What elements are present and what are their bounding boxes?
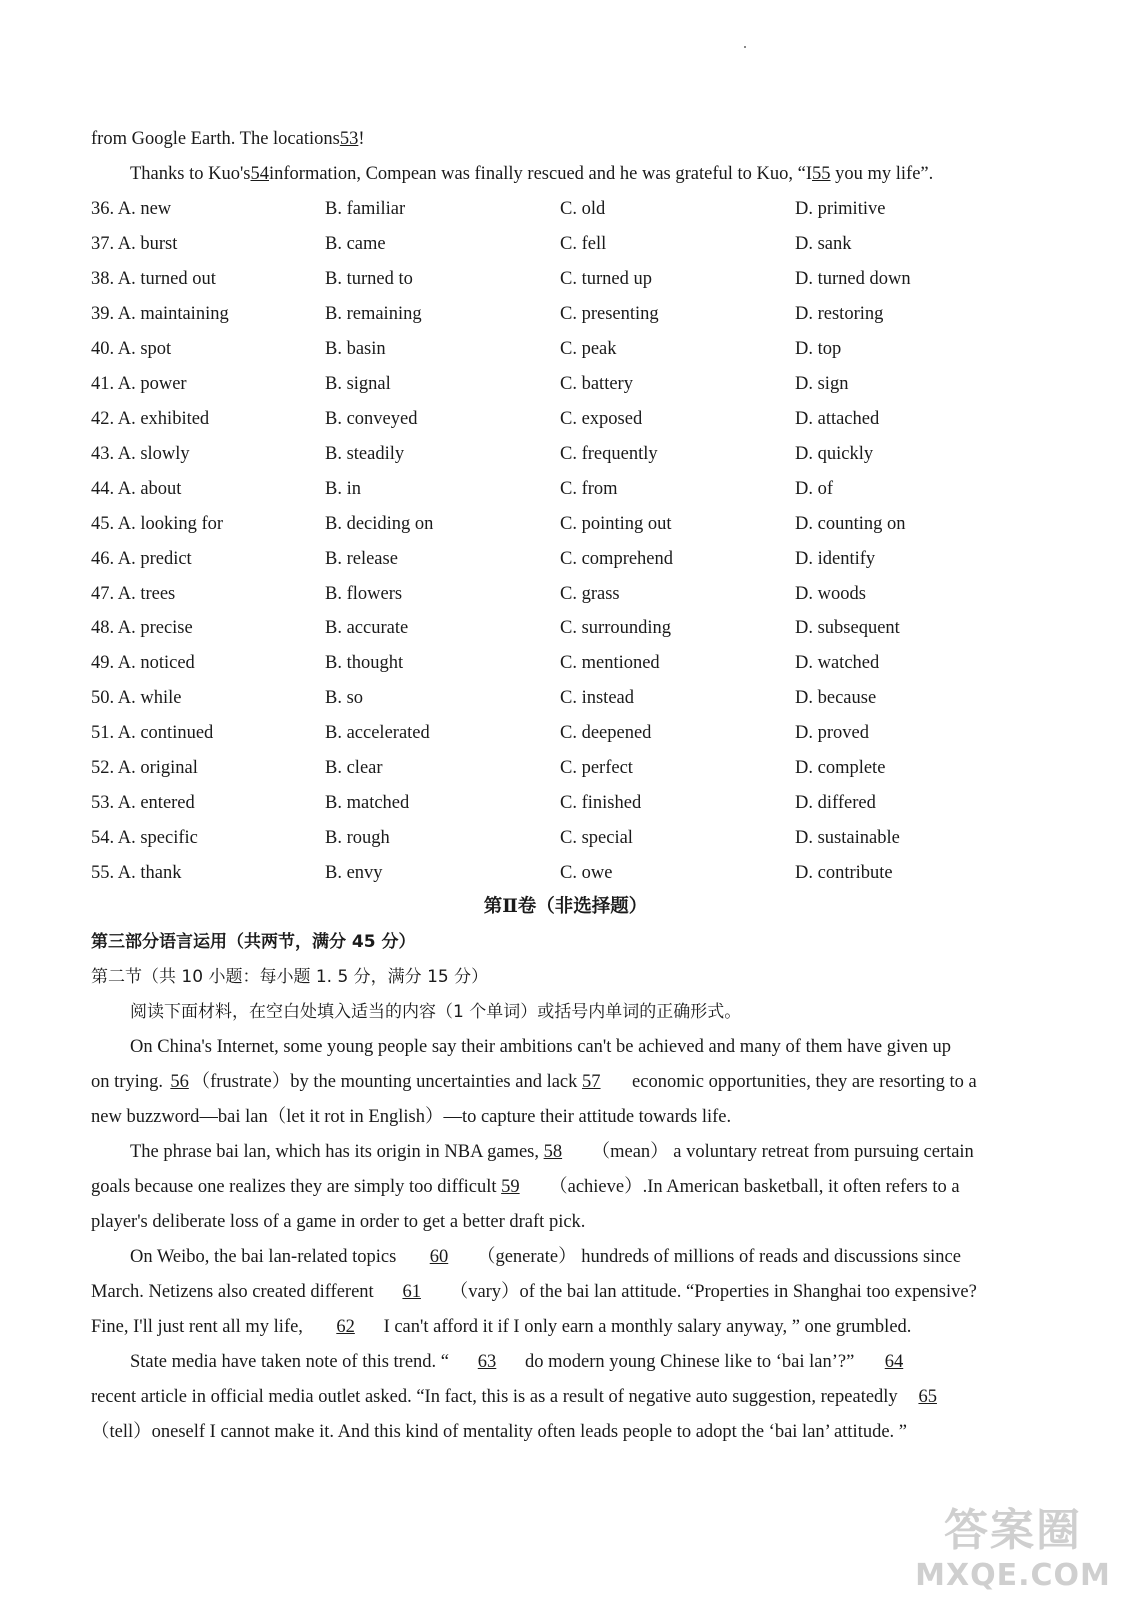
option-c: C. old bbox=[560, 199, 606, 219]
option-b: B. signal bbox=[325, 374, 391, 394]
blank-54: 54 bbox=[250, 164, 269, 184]
option-row-51 bbox=[91, 720, 1031, 746]
option-b: B. basin bbox=[325, 339, 386, 359]
text: recent article in official media outlet asked. “In fact, this is as a result of negative auto suggestion, repeatedly bbox=[91, 1387, 898, 1407]
cloze-p1-line3: new buzzword—bai lan（let it rot in English）—to capture their attitude towards life. bbox=[91, 1107, 732, 1127]
option-c: C. perfect bbox=[560, 758, 633, 778]
blank-61: 61 bbox=[402, 1282, 421, 1302]
option-c: C. grass bbox=[560, 584, 620, 604]
option-row-46 bbox=[91, 546, 1031, 572]
cloze-p1-line1: On China's Internet, some young people say their ambitions can't be achieved and many of them have given up bbox=[130, 1037, 951, 1057]
option-c: C. comprehend bbox=[560, 549, 674, 569]
cloze-p1-line2 bbox=[91, 1069, 1021, 1095]
blank-60: 60 bbox=[429, 1247, 449, 1267]
option-b: B. accurate bbox=[325, 618, 409, 638]
option-c: C. presenting bbox=[560, 304, 659, 324]
option-a: 53. A. entered bbox=[91, 793, 195, 813]
option-a: 52. A. original bbox=[91, 758, 198, 778]
blank-59: 59 bbox=[501, 1177, 520, 1197]
option-row-44 bbox=[91, 476, 1031, 502]
text: Thanks to Kuo's bbox=[130, 164, 251, 184]
option-a: 48. A. precise bbox=[91, 618, 193, 638]
subsection-title: 第二节（共 10 小题：每小题 1. 5 分，满分 15 分） bbox=[91, 967, 489, 987]
cloze-p2-line1 bbox=[130, 1139, 1021, 1165]
blank-57: 57 bbox=[582, 1072, 601, 1092]
option-a: 55. A. thank bbox=[91, 863, 182, 883]
option-a: 43. A. slowly bbox=[91, 444, 190, 464]
cloze-p3-line1 bbox=[130, 1244, 1021, 1270]
option-row-43 bbox=[91, 441, 1031, 467]
option-b: B. remaining bbox=[325, 304, 422, 324]
option-d: D. complete bbox=[795, 758, 886, 778]
option-b: B. flowers bbox=[325, 584, 403, 604]
option-d: D. because bbox=[795, 688, 877, 708]
option-c: C. deepened bbox=[560, 723, 652, 743]
option-a: 47. A. trees bbox=[91, 584, 176, 604]
option-d: D. watched bbox=[795, 653, 880, 673]
option-c: C. special bbox=[560, 828, 633, 848]
option-row-40 bbox=[91, 336, 1031, 362]
cloze-p4-line2 bbox=[91, 1384, 1021, 1410]
blank-63: 63 bbox=[477, 1352, 497, 1372]
option-a: 37. A. burst bbox=[91, 234, 178, 254]
option-d: D. woods bbox=[795, 584, 866, 604]
option-c: C. frequently bbox=[560, 444, 658, 464]
text: （generate） hundreds of millions of reads and discussions since bbox=[476, 1247, 961, 1267]
option-row-48 bbox=[91, 615, 1031, 641]
option-a: 45. A. looking for bbox=[91, 514, 224, 534]
option-c: C. instead bbox=[560, 688, 634, 708]
option-a: 49. A. noticed bbox=[91, 653, 195, 673]
option-a: 54. A. specific bbox=[91, 828, 198, 848]
option-d: D. identify bbox=[795, 549, 876, 569]
option-a: 42. A. exhibited bbox=[91, 409, 210, 429]
volume-title: 第Ⅱ卷（非选择题） bbox=[483, 896, 648, 917]
option-d: D. contribute bbox=[795, 863, 893, 883]
cloze-p4-line3: （tell）oneself I cannot make it. And this kind of mentality often leads people to adopt the ‘bai lan’ attitude. ” bbox=[91, 1422, 908, 1442]
option-row-50 bbox=[91, 685, 1031, 711]
watermark bbox=[903, 1494, 1123, 1594]
option-d: D. turned down bbox=[795, 269, 911, 289]
option-b: B. familiar bbox=[325, 199, 406, 219]
blank-55: 55 bbox=[812, 164, 831, 184]
option-b: B. came bbox=[325, 234, 386, 254]
option-d: D. counting on bbox=[795, 514, 906, 534]
option-c: C. exposed bbox=[560, 409, 643, 429]
text: do modern young Chinese like to ‘bai lan’?” bbox=[525, 1352, 855, 1372]
option-c: C. surrounding bbox=[560, 618, 671, 638]
option-a: 51. A. continued bbox=[91, 723, 214, 743]
option-c: C. mentioned bbox=[560, 653, 660, 673]
option-row-38 bbox=[91, 266, 1031, 292]
text: （frustrate）by the mounting uncertainties and lack bbox=[191, 1072, 578, 1092]
option-b: B. thought bbox=[325, 653, 404, 673]
option-b: B. accelerated bbox=[325, 723, 430, 743]
option-d: D. attached bbox=[795, 409, 880, 429]
option-d: D. restoring bbox=[795, 304, 884, 324]
option-row-37 bbox=[91, 231, 1031, 257]
option-row-55 bbox=[91, 860, 1031, 886]
option-a: 50. A. while bbox=[91, 688, 182, 708]
option-c: C. peak bbox=[560, 339, 617, 359]
option-c: C. fell bbox=[560, 234, 607, 254]
option-d: D. sustainable bbox=[795, 828, 900, 848]
option-row-39 bbox=[91, 301, 1031, 327]
watermark-url: MXQE.COM bbox=[915, 1558, 1111, 1593]
option-d: D. differed bbox=[795, 793, 876, 813]
text: March. Netizens also created different bbox=[91, 1282, 374, 1302]
text: from Google Earth. The locations bbox=[91, 129, 340, 149]
option-d: D. sank bbox=[795, 234, 852, 254]
option-b: B. envy bbox=[325, 863, 383, 883]
text: on trying. bbox=[91, 1072, 163, 1092]
option-a: 36. A. new bbox=[91, 199, 172, 219]
passage-line-2 bbox=[130, 161, 1021, 187]
option-a: 39. A. maintaining bbox=[91, 304, 229, 324]
option-a: 41. A. power bbox=[91, 374, 187, 394]
option-a: 46. A. predict bbox=[91, 549, 192, 569]
option-d: D. proved bbox=[795, 723, 869, 743]
option-b: B. deciding on bbox=[325, 514, 434, 534]
option-d: D. subsequent bbox=[795, 618, 900, 638]
option-d: D. primitive bbox=[795, 199, 886, 219]
option-b: B. rough bbox=[325, 828, 390, 848]
option-c: C. pointing out bbox=[560, 514, 672, 534]
option-a: 44. A. about bbox=[91, 479, 182, 499]
text: I can't afford it if I only earn a monthly salary anyway, ” one grumbled. bbox=[383, 1317, 912, 1337]
passage-line-1 bbox=[91, 126, 1021, 152]
blank-62: 62 bbox=[336, 1317, 355, 1337]
option-d: D. quickly bbox=[795, 444, 874, 464]
cloze-p4-line1 bbox=[130, 1349, 1021, 1375]
cloze-p3-line3 bbox=[91, 1314, 1021, 1340]
blank-58: 58 bbox=[543, 1142, 563, 1162]
option-c: C. turned up bbox=[560, 269, 652, 289]
option-d: D. sign bbox=[795, 374, 849, 394]
blank-56: 56 bbox=[170, 1072, 189, 1092]
text: information, Compean was finally rescued and he was grateful to Kuo, “I bbox=[269, 164, 813, 184]
option-row-53 bbox=[91, 790, 1031, 816]
text: Fine, I'll just rent all my life, bbox=[91, 1317, 303, 1337]
instruction: 阅读下面材料，在空白处填入适当的内容（1 个单词）或括号内单词的正确形式。 bbox=[130, 1002, 742, 1022]
option-b: B. release bbox=[325, 549, 398, 569]
text: The phrase bai lan, which has its origin in NBA games, bbox=[130, 1142, 539, 1162]
option-b: B. clear bbox=[325, 758, 383, 778]
option-b: B. turned to bbox=[325, 269, 413, 289]
option-row-49 bbox=[91, 650, 1031, 676]
text: goals because one realizes they are simply too difficult bbox=[91, 1177, 497, 1197]
text: you my life”. bbox=[830, 164, 934, 184]
part-title: 第三部分语言运用（共两节，满分 45 分） bbox=[91, 932, 416, 952]
cloze-p3-line2 bbox=[91, 1279, 1021, 1305]
option-row-54 bbox=[91, 825, 1031, 851]
blank-53: 53 bbox=[339, 129, 359, 149]
option-row-52 bbox=[91, 755, 1031, 781]
option-d: D. of bbox=[795, 479, 834, 499]
option-row-45 bbox=[91, 511, 1031, 537]
text: State media have taken note of this trend. “ bbox=[130, 1352, 450, 1372]
option-a: 38. A. turned out bbox=[91, 269, 216, 289]
option-c: C. finished bbox=[560, 793, 642, 813]
scan-dot bbox=[744, 46, 746, 48]
blank-65: 65 bbox=[918, 1387, 937, 1407]
option-c: C. owe bbox=[560, 863, 613, 883]
text: （vary）of the bai lan attitude. “Properties in Shanghai too expensive? bbox=[449, 1282, 977, 1302]
text: （achieve）.In American basketball, it often refers to a bbox=[549, 1177, 960, 1197]
text: On Weibo, the bai lan-related topics bbox=[130, 1247, 397, 1267]
option-b: B. in bbox=[325, 479, 361, 499]
watermark-logo: 答案圈 bbox=[944, 1505, 1082, 1556]
blank-64: 64 bbox=[884, 1352, 904, 1372]
text: （mean） a voluntary retreat from pursuing certain bbox=[591, 1142, 974, 1162]
option-row-41 bbox=[91, 371, 1031, 397]
option-a: 40. A. spot bbox=[91, 339, 172, 359]
option-row-42 bbox=[91, 406, 1031, 432]
option-row-36 bbox=[91, 196, 1031, 222]
option-d: D. top bbox=[795, 339, 842, 359]
text: ! bbox=[358, 129, 365, 149]
cloze-p2-line3: player's deliberate loss of a game in order to get a better draft pick. bbox=[91, 1212, 586, 1232]
option-b: B. steadily bbox=[325, 444, 405, 464]
option-b: B. conveyed bbox=[325, 409, 418, 429]
option-c: C. battery bbox=[560, 374, 633, 394]
option-row-47 bbox=[91, 581, 1031, 607]
cloze-p2-line2 bbox=[91, 1174, 1021, 1200]
option-b: B. so bbox=[325, 688, 364, 708]
option-c: C. from bbox=[560, 479, 618, 499]
text: economic opportunities, they are resorting to a bbox=[632, 1072, 977, 1092]
option-b: B. matched bbox=[325, 793, 410, 813]
